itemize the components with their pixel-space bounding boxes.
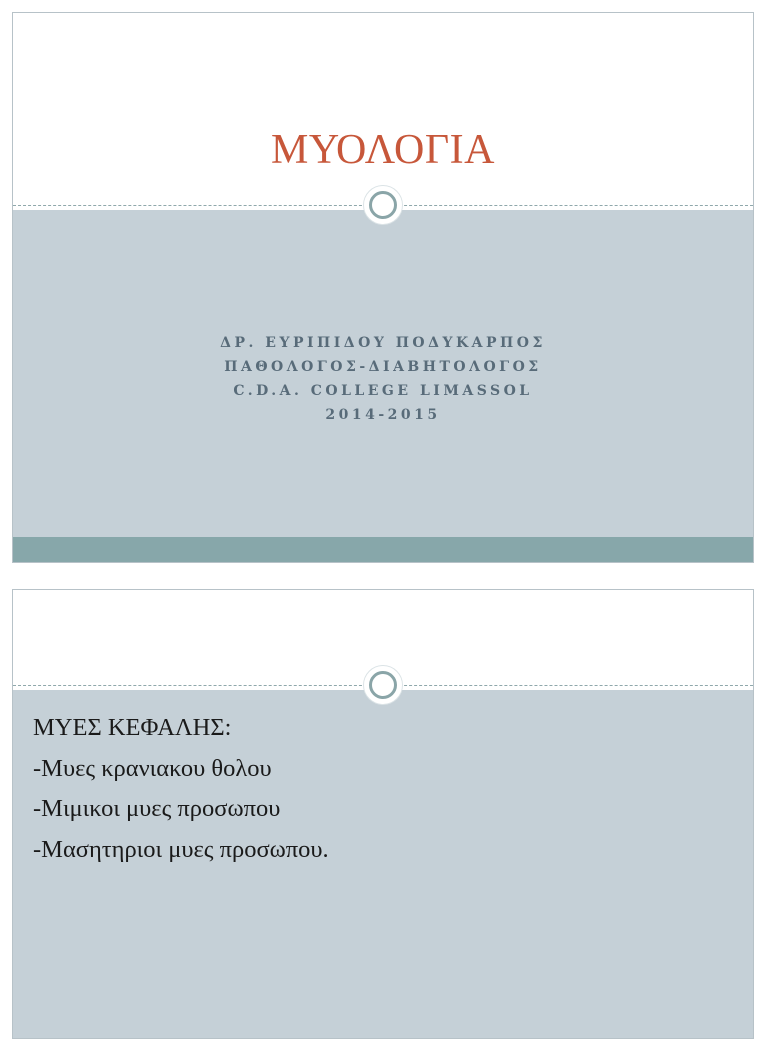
slide-1-title-band [13, 13, 753, 210]
institution-name: C.D.A. COLLEGE LIMASSOL [233, 383, 533, 399]
content-heading: ΜΥΕΣ ΚΕΦΑΛΗΣ: [33, 714, 232, 741]
slide-2 [12, 589, 754, 1039]
slide-title: ΜΥΟΛΟΓΙΑ [271, 127, 495, 173]
divider-ring-icon [364, 666, 402, 704]
slide-1 [12, 12, 754, 563]
slide-subtitle [13, 331, 753, 427]
content-bullet: -Μυες κρανιακου θολου [33, 754, 272, 782]
content-bullet: -Μιμικοι μυες προσωπου [33, 795, 281, 822]
slide-footer-band [13, 537, 753, 563]
content-bullet: -Μασητηριοι μυες προσωπου. [33, 835, 329, 863]
author-name: ΔΡ. ΕΥΡΙΠΙΔΟΥ ΠΟΔΥΚΑΡΠΟΣ [220, 335, 546, 351]
divider-ring-icon [364, 186, 402, 224]
slide-content [33, 708, 723, 870]
author-specialty: ΠΑΘΟΛΟΓΟΣ-ΔΙΑΒΗΤΟΛΟΓΟΣ [224, 359, 542, 375]
academic-year: 2014-2015 [325, 407, 441, 423]
